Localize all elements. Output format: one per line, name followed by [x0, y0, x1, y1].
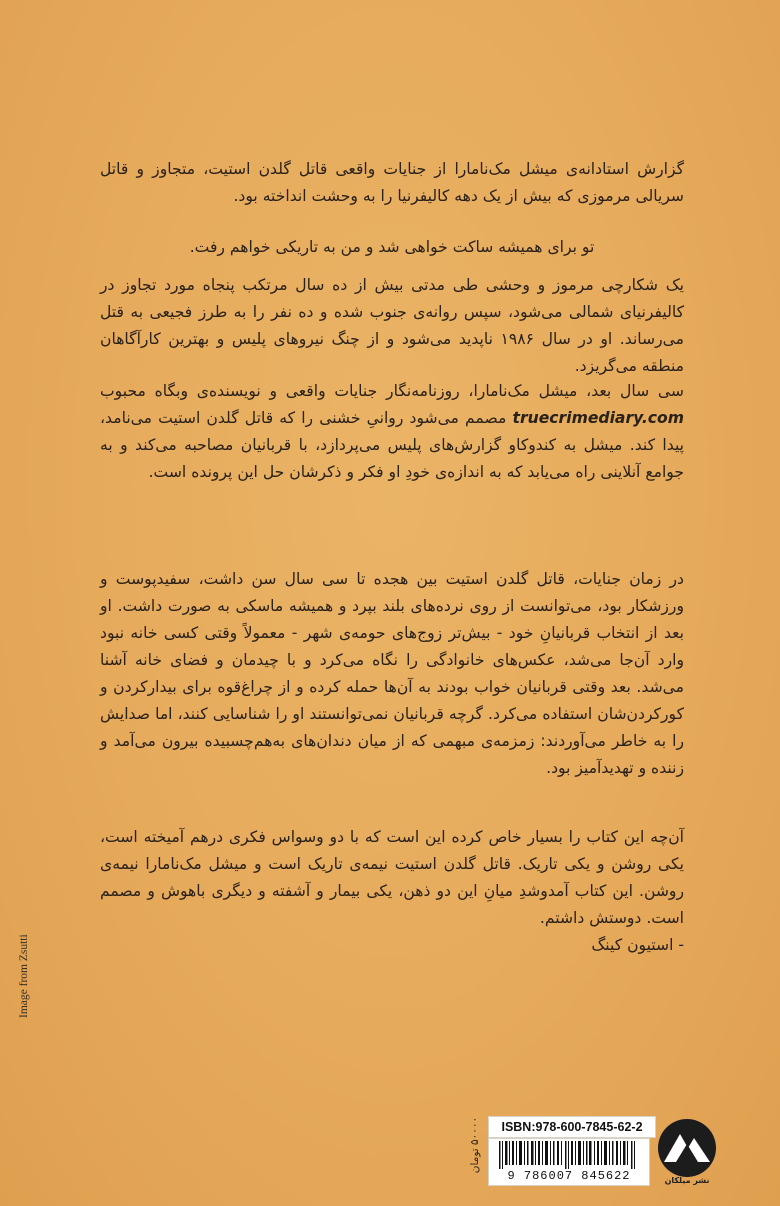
story-text: یک شکارچی مرموز و وحشی طی مدتی بیش از ده سال مرتکب پنجاه مورد تجاوز در کالیفرنیای شمالی می‌شود، سپس روانه‌ی جنوب شده و ده نفر را به طرز فجیعی به قتل می‌رساند. او در سال ۱۹۸۶ ناپدید می‌شود و از چنگ نیروهای پلیس و بهترین کارآگاهان منطقه می‌گریزد.: [100, 276, 684, 375]
review-text: آن‌چه این کتاب را بسیار خاص کرده این است که با دو وسواس فکری درهم آمیخته است، یکی روشن و یکی تاریک. قاتل گلدن استیت نیمه‌ی تاریک است و میشل مک‌نامارا نیمه‌ی روشن. این کتاب آمدوشدِ میانِ این دو ذهن، یکی بیمار و آشفته و دیگری باهوش و مصمم است. دوستش داشتم.: [100, 828, 684, 927]
barcode-number: 9 786007 845622: [507, 1169, 631, 1183]
intro-paragraph: [100, 156, 684, 210]
author-text-part2: مصمم می‌شود روانیِ خشنی را که قاتل گلدن استیت می‌نامد، پیدا کند. میشل به کندوکاو گزارش‌های پلیس می‌پردازد، با قربانیان مصاحبه می‌کند و به جوامع آنلاینی راه می‌یابد که به اندازه‌ی خودِ او فکر و ذکرشان حل این پرونده است.: [100, 409, 684, 481]
isbn-label: ISBN:978-600-7845-62-2: [488, 1116, 656, 1138]
image-credit: Image from Zsutti: [18, 934, 30, 1018]
author-paragraph: [100, 378, 684, 486]
crime-paragraph: [100, 566, 684, 782]
review-signature: - استیون کینگ: [591, 936, 684, 954]
author-text-part1: سی سال بعد، میشل مک‌نامارا، روزنامه‌نگار جنایات واقعی و نویسنده‌ی وبگاه محبوب: [100, 382, 684, 400]
website-link: truecrimediary.com: [512, 409, 684, 427]
author-text: [100, 378, 684, 486]
story-paragraph: [100, 272, 684, 380]
crime-text: در زمان جنایات، قاتل گلدن استیت بین هجده تا سی سال سن داشت، سفیدپوست و ورزشکار بود، می‌توانست از روی نرده‌های بلند بپرد و همیشه ماسکی به صورت داشت. او بعد از انتخاب قربانیانِ خود - بیش‌تر زوج‌های حومه‌ی شهر - معمولاً وقتی کسی خانه نبود وارد آن‌جا می‌شد، عکس‌های خانوادگی را نگاه می‌کرد و با چیدمان و فضای خانه آشنا می‌شد. بعد وقتی قربانیان خواب بودند به آن‌ها حمله کرده و از چراغ‌قوه برای بیدارکردن و کورکردن‌شان استفاده می‌کرد. گرچه قربانیان نمی‌توانستند او را شناسایی کنند، اما صدایش را به خاطر می‌آوردند: زمزمه‌ی مبهمی که از میان دندان‌های به‌هم‌چسبیده بیرون می‌آمد و زننده و تهدیدآمیز بود.: [100, 570, 684, 777]
publisher-name: نشر میلکان: [664, 1176, 710, 1185]
barcode-icon: [497, 1141, 641, 1169]
review-paragraph: [100, 824, 684, 959]
quote-text: تو برای همیشه ساکت خواهی شد و من به تاریکی خواهم رفت.: [189, 238, 595, 256]
quote-line: [100, 234, 684, 261]
barcode: [488, 1138, 650, 1186]
intro-text: گزارش استادانه‌ی میشل مک‌نامارا از جنایات واقعی قاتل گلدن استیت، متجاوز و قاتل سریالی مرموزی که بیش از یک دهه کالیفرنیا را به وحشت انداخته بود.: [100, 160, 684, 205]
price-label: ۵۰۰۰۰ تومان: [469, 1116, 481, 1174]
